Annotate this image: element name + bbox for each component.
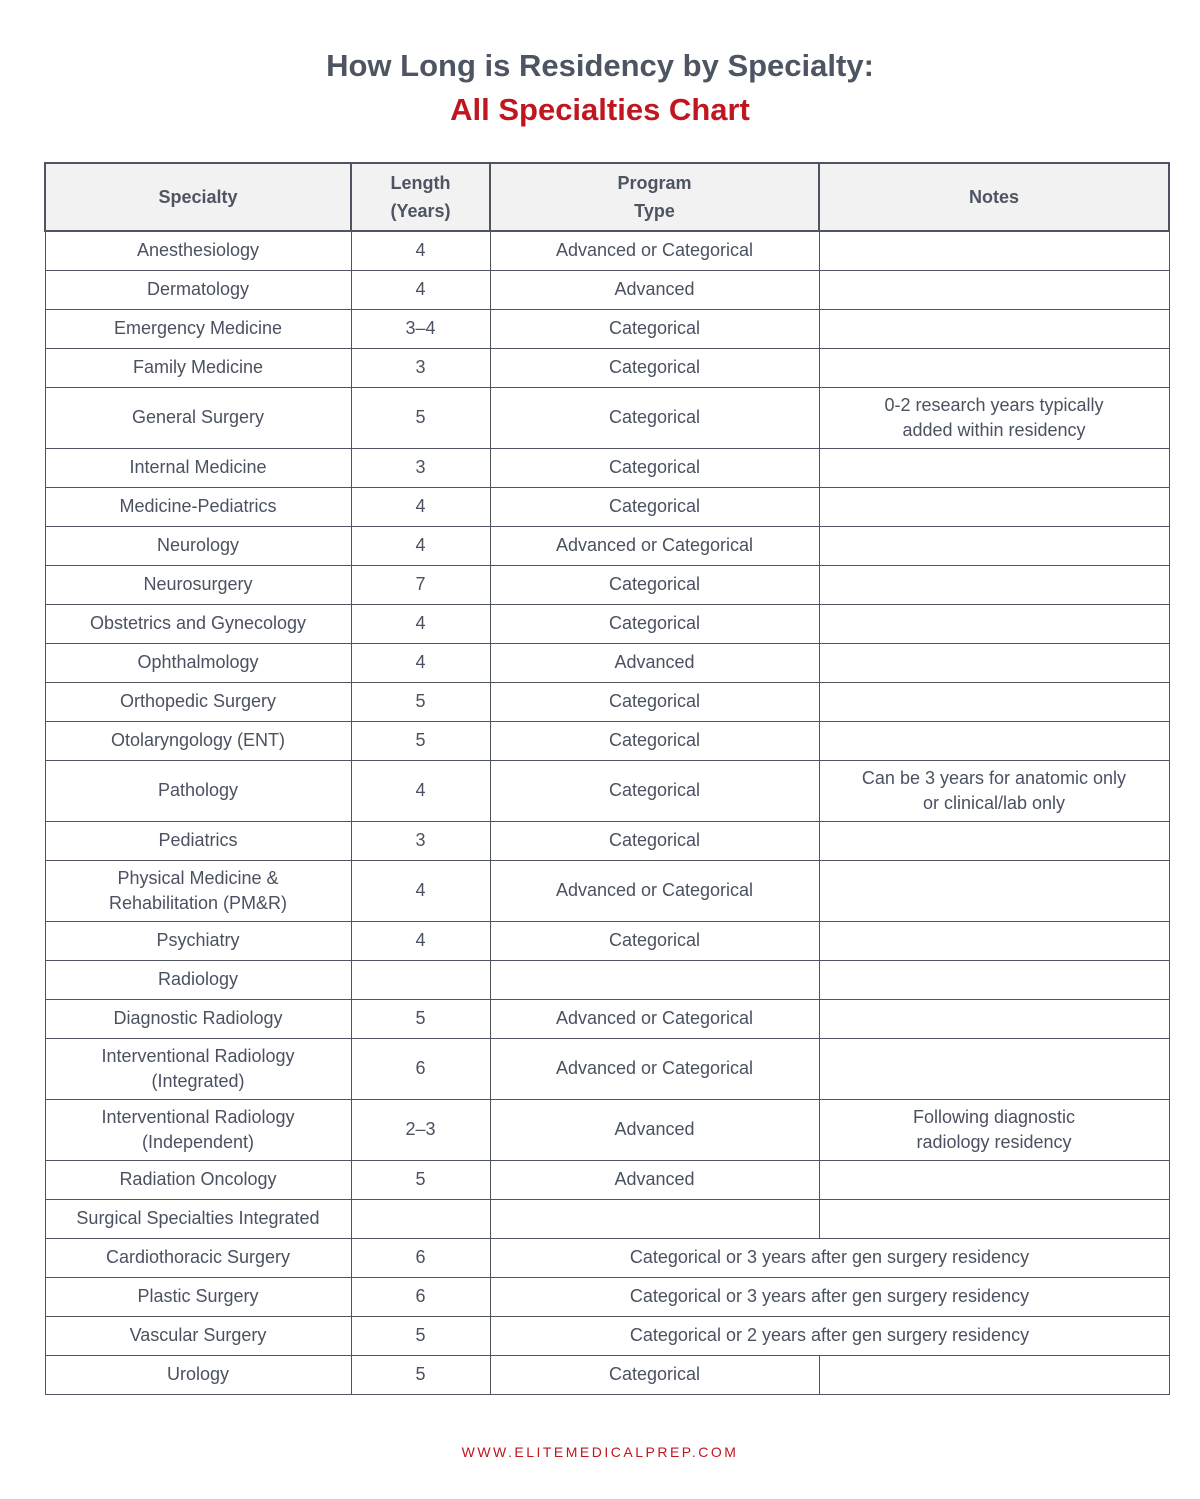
cell-length (351, 1199, 490, 1238)
cell-length: 7 (351, 565, 490, 604)
cell-notes (819, 999, 1169, 1038)
cell-notes (819, 860, 1169, 921)
cell-program-type: Categorical (490, 387, 819, 448)
cell-notes (819, 448, 1169, 487)
cell-program-type: Categorical (490, 760, 819, 821)
cell-notes (819, 1199, 1169, 1238)
cell-program-type-notes: Categorical or 3 years after gen surgery residency (490, 1277, 1169, 1316)
cell-program-type: Categorical (490, 448, 819, 487)
cell-program-type: Advanced or Categorical (490, 526, 819, 565)
cell-length: 5 (351, 682, 490, 721)
cell-specialty: Plastic Surgery (45, 1277, 351, 1316)
cell-notes (819, 821, 1169, 860)
cell-program-type: Categorical (490, 682, 819, 721)
table-row (45, 960, 1169, 999)
table-row (45, 487, 1169, 526)
cell-program-type: Categorical (490, 721, 819, 760)
cell-program-type: Categorical (490, 487, 819, 526)
cell-program-type-notes: Categorical or 3 years after gen surgery residency (490, 1238, 1169, 1277)
table-row (45, 309, 1169, 348)
cell-specialty: Neurosurgery (45, 565, 351, 604)
table-row (45, 682, 1169, 721)
cell-program-type-notes: Categorical or 2 years after gen surgery residency (490, 1316, 1169, 1355)
table-row (45, 921, 1169, 960)
table-row (45, 604, 1169, 643)
cell-notes (819, 487, 1169, 526)
cell-length: 4 (351, 231, 490, 270)
cell-length: 4 (351, 270, 490, 309)
cell-specialty: Internal Medicine (45, 448, 351, 487)
cell-notes (819, 1355, 1169, 1394)
header-length: Length (Years) (351, 163, 490, 231)
cell-notes: Following diagnostic radiology residency (819, 1099, 1169, 1160)
cell-specialty: Vascular Surgery (45, 1316, 351, 1355)
table-row (45, 348, 1169, 387)
table-row (45, 1355, 1169, 1394)
cell-program-type: Categorical (490, 565, 819, 604)
cell-length: 5 (351, 1355, 490, 1394)
table-body (45, 231, 1169, 1394)
cell-notes: Can be 3 years for anatomic only or clinical/lab only (819, 760, 1169, 821)
cell-specialty: Psychiatry (45, 921, 351, 960)
table-row (45, 999, 1169, 1038)
table-row (45, 1099, 1169, 1160)
cell-length: 6 (351, 1238, 490, 1277)
cell-program-type: Categorical (490, 348, 819, 387)
cell-notes (819, 348, 1169, 387)
table-row (45, 526, 1169, 565)
header-notes: Notes (819, 163, 1169, 231)
cell-length: 6 (351, 1277, 490, 1316)
cell-length: 2–3 (351, 1099, 490, 1160)
cell-notes (819, 270, 1169, 309)
title-line-1: How Long is Residency by Specialty: (326, 48, 874, 83)
table-row (45, 1277, 1169, 1316)
cell-length: 3 (351, 448, 490, 487)
cell-specialty: Family Medicine (45, 348, 351, 387)
cell-program-type: Categorical (490, 821, 819, 860)
cell-length: 5 (351, 1160, 490, 1199)
cell-program-type: Advanced or Categorical (490, 860, 819, 921)
cell-specialty: Dermatology (45, 270, 351, 309)
table-row (45, 1199, 1169, 1238)
cell-length: 3–4 (351, 309, 490, 348)
cell-specialty: Anesthesiology (45, 231, 351, 270)
cell-notes (819, 231, 1169, 270)
cell-program-type: Advanced (490, 643, 819, 682)
cell-length: 4 (351, 921, 490, 960)
cell-specialty: Cardiothoracic Surgery (45, 1238, 351, 1277)
cell-program-type: Categorical (490, 309, 819, 348)
table-row (45, 270, 1169, 309)
cell-length: 6 (351, 1038, 490, 1099)
cell-specialty: Emergency Medicine (45, 309, 351, 348)
cell-specialty: Obstetrics and Gynecology (45, 604, 351, 643)
cell-specialty: Surgical Specialties Integrated (45, 1199, 351, 1238)
cell-specialty: Physical Medicine & Rehabilitation (PM&R) (45, 860, 351, 921)
cell-notes (819, 526, 1169, 565)
cell-specialty: Diagnostic Radiology (45, 999, 351, 1038)
cell-notes (819, 921, 1169, 960)
cell-specialty: Orthopedic Surgery (45, 682, 351, 721)
table-row (45, 643, 1169, 682)
cell-length: 4 (351, 526, 490, 565)
cell-program-type: Categorical (490, 1355, 819, 1394)
cell-specialty: Pathology (45, 760, 351, 821)
cell-length: 3 (351, 821, 490, 860)
cell-program-type: Advanced (490, 270, 819, 309)
cell-program-type (490, 960, 819, 999)
cell-notes (819, 309, 1169, 348)
cell-notes (819, 604, 1169, 643)
residency-table (44, 162, 1170, 1395)
cell-notes (819, 960, 1169, 999)
cell-length: 4 (351, 487, 490, 526)
cell-specialty: Otolaryngology (ENT) (45, 721, 351, 760)
cell-notes (819, 682, 1169, 721)
cell-program-type: Categorical (490, 921, 819, 960)
cell-specialty: Radiology (45, 960, 351, 999)
cell-length: 5 (351, 721, 490, 760)
cell-program-type: Advanced (490, 1099, 819, 1160)
cell-specialty: Radiation Oncology (45, 1160, 351, 1199)
table-row (45, 721, 1169, 760)
table-row (45, 1316, 1169, 1355)
cell-length: 4 (351, 760, 490, 821)
cell-length: 5 (351, 1316, 490, 1355)
cell-program-type: Advanced (490, 1160, 819, 1199)
cell-program-type: Advanced or Categorical (490, 1038, 819, 1099)
cell-length: 4 (351, 860, 490, 921)
cell-length: 5 (351, 387, 490, 448)
website-footer: WWW.ELITEMEDICALPREP.COM (461, 1444, 739, 1460)
table-row (45, 1238, 1169, 1277)
title-line-2: All Specialties Chart (450, 92, 750, 127)
cell-specialty: Urology (45, 1355, 351, 1394)
cell-program-type: Categorical (490, 604, 819, 643)
cell-notes: 0-2 research years typically added within residency (819, 387, 1169, 448)
table-row (45, 821, 1169, 860)
table-header-row (45, 163, 1169, 231)
cell-length: 4 (351, 604, 490, 643)
header-specialty: Specialty (45, 163, 351, 231)
table-row (45, 860, 1169, 921)
cell-specialty: Interventional Radiology (Independent) (45, 1099, 351, 1160)
cell-program-type: Advanced or Categorical (490, 999, 819, 1038)
cell-specialty: Interventional Radiology (Integrated) (45, 1038, 351, 1099)
table-row (45, 1038, 1169, 1099)
cell-specialty: Ophthalmology (45, 643, 351, 682)
cell-notes (819, 565, 1169, 604)
cell-length (351, 960, 490, 999)
table-row (45, 448, 1169, 487)
cell-notes (819, 1160, 1169, 1199)
table-row (45, 387, 1169, 448)
table-row (45, 565, 1169, 604)
cell-specialty: General Surgery (45, 387, 351, 448)
cell-program-type: Advanced or Categorical (490, 231, 819, 270)
cell-specialty: Neurology (45, 526, 351, 565)
cell-specialty: Pediatrics (45, 821, 351, 860)
cell-notes (819, 721, 1169, 760)
table-row (45, 1160, 1169, 1199)
cell-specialty: Medicine-Pediatrics (45, 487, 351, 526)
cell-length: 4 (351, 643, 490, 682)
table-row (45, 760, 1169, 821)
cell-program-type (490, 1199, 819, 1238)
cell-length: 3 (351, 348, 490, 387)
cell-notes (819, 1038, 1169, 1099)
header-program-type: Program Type (490, 163, 819, 231)
cell-notes (819, 643, 1169, 682)
table-row (45, 231, 1169, 270)
cell-length: 5 (351, 999, 490, 1038)
page-title (0, 44, 1200, 132)
